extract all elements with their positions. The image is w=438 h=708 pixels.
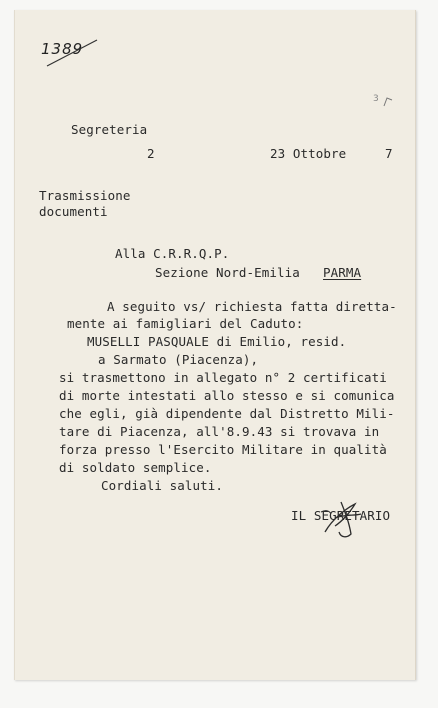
handwritten-signature	[311, 488, 381, 548]
signatory-title: IL SEGRETARIO	[291, 508, 391, 523]
recipient-line-1: Alla C.R.R.Q.P.	[115, 246, 230, 261]
handwritten-number: 1389	[41, 40, 84, 58]
body-line: di morte intestati allo stesso e si comunica	[59, 388, 395, 403]
body-line: di soldato semplice.	[59, 460, 212, 475]
body-line: tare di Piacenza, all'8.9.43 si trovava in	[59, 424, 380, 439]
office-label: Segreteria	[71, 122, 148, 137]
body-line: a Sarmato (Piacenza),	[98, 352, 259, 367]
closing-line: Cordiali saluti.	[101, 478, 224, 493]
body-line: forza presso l'Esercito Militare in qualità	[59, 442, 387, 457]
corner-tick-mark	[382, 96, 396, 110]
office-number: 2	[147, 146, 155, 161]
subject-line-2: documenti	[39, 204, 108, 219]
body-line: MUSELLI PASQUALE di Emilio, resid.	[87, 334, 347, 349]
body-line: mente ai famigliari del Caduto:	[67, 316, 304, 331]
recipient-city: PARMA	[323, 265, 362, 280]
subject-line-1: Trasmissione	[39, 188, 131, 203]
letter-date: 23 Ottobre	[270, 146, 347, 161]
recipient-line-2: Sezione Nord-Emilia	[155, 265, 300, 280]
body-line: che egli, già dipendente dal Distretto Mili-	[59, 406, 395, 421]
letter-date-suffix: 7	[385, 146, 393, 161]
body-line: A seguito vs/ richiesta fatta diretta-	[107, 299, 397, 314]
corner-pencil-mark: 3	[373, 94, 379, 104]
body-line: si trasmettono in allegato n° 2 certificati	[59, 370, 387, 385]
document-page	[14, 10, 416, 680]
annotation-slash-mark	[35, 30, 95, 70]
